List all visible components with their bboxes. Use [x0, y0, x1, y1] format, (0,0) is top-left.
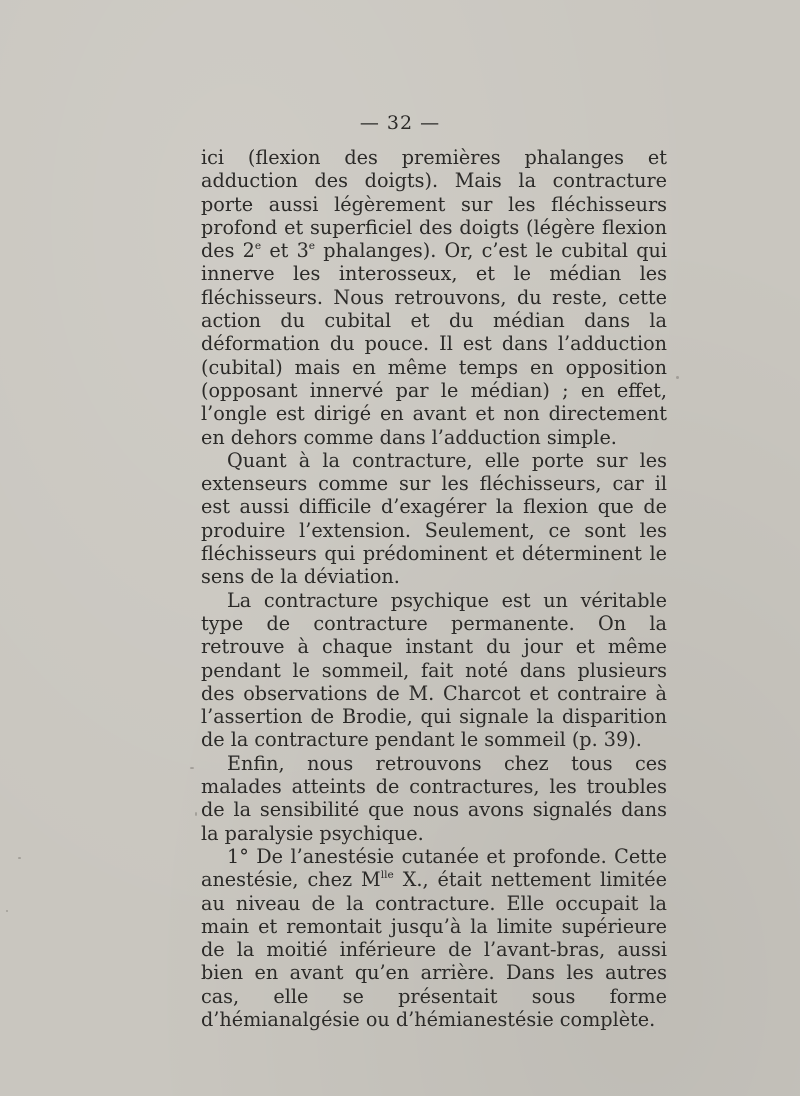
paragraph-2: Quant à la contracture, elle porte sur les extenseurs comme sur les fléchisseurs, car il est aussi difficile d’exagérer la flexion que de produire l’extension. Seulement, ce sont les fléchisseurs qui prédominent et déterminent le sens de la déviation.: [201, 448, 667, 589]
paper-speck: [18, 857, 21, 859]
paper-speck: [676, 376, 679, 379]
paragraph-1: ici (flexion des premières phalanges et adduction des doigts). Mais la contracture porte aussi légèrement sur les fléchisseurs profond et superficiel des doigts (légère flexion des 2e et 3e phalanges). Or, c’est le cubital qui innerve les interosseux, et le médian les fléchisseurs. Nous retrouvons, du reste, cette action du cubital et du médian dans la déformation du pouce. Il est dans l’adduction (cubital) mais en même temps en opposition (opposant innervé par le médian) ; en effet, l’ongle est dirigé en avant et non directement en dehors comme dans l’adduction simple.: [201, 146, 667, 449]
paragraph-5: 1° De l’anestésie cutanée et profonde. Cette anestésie, chez $M^{lle}$ X., était nettement limitée au niveau de la contracture. Elle occupait la main et remontait jusqu’à la limite supérieure de la moitié inférieure de l’avant-bras, aussi bien en avant qu’en arrière. Dans les autres cas, elle se présentait sous forme d’hémianalgésie ou d’hémianestésie complète.: [201, 844, 667, 1031]
page-number: — 32 —: [359, 112, 441, 134]
paper-speck: [195, 812, 197, 816]
body-text: [201, 146, 667, 1031]
paragraph-3: La contracture psychique est un véritable type de contracture permanente. On la retrouve à chaque instant du jour et même pendant le sommeil, fait noté dans plusieurs des observations de M. Charcot et contraire à l’assertion de Brodie, qui signale la disparition de la contracture pendant le sommeil (p. 39).: [201, 588, 667, 752]
paper-speck: [190, 767, 194, 769]
paper-speck: [6, 910, 8, 912]
paragraph-4: Enfin, nous retrouvons chez tous ces malades atteints de contractures, les troubles de la sensibilité que nous avons signalés dans la paralysie psychique.: [201, 751, 667, 845]
